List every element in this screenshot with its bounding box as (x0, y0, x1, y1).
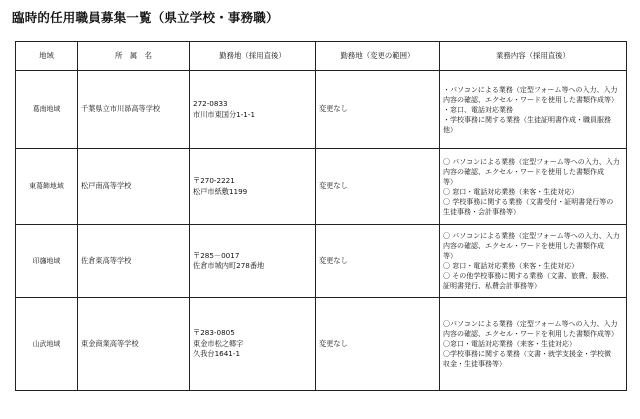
postal-code: 272-0833 (193, 99, 228, 109)
address-cell (190, 149, 316, 225)
duty-line: 〇学校事務に関する業務（文書・就学支援金・学校徴 (443, 350, 611, 358)
table-row (16, 71, 627, 149)
column-header-work-place: 勤務地（採用直後） (190, 42, 316, 71)
duty-line: 〇 窓口・電話対応業務（来客・生徒対応） (443, 262, 579, 270)
duty-line: 〇 学校事務に関する業務（文書受付・証明書発行等の (443, 197, 614, 206)
postal-code: 〒283-0805 (193, 328, 235, 338)
address-line: 市川市東国分1-1-1 (193, 109, 256, 119)
duty-line: ・パソコンによる業務（定型フォーム等への入力、入力 (443, 85, 618, 94)
duty-line: 〇 パソコンによる業務（定型フォーム等への入力、入力 (443, 232, 620, 240)
duty-line: 〇パソコンによる業務（定型フォーム等への入力、入力 (443, 320, 618, 328)
region-cell: 印旛地域 (16, 225, 78, 298)
duties-cell (440, 225, 627, 298)
duties-cell (440, 298, 627, 391)
duties-cell (440, 149, 627, 225)
table-row (16, 225, 627, 298)
address-line: 東金市松之郷字 (193, 338, 244, 348)
work-range-cell: 変更なし (316, 298, 440, 391)
column-header-region: 地域 (16, 42, 78, 71)
recruitment-table (15, 41, 627, 391)
duty-line: 収金・生徒事務等） (443, 360, 506, 368)
address-cell (190, 298, 316, 391)
duty-line: 〇 パソコンによる業務（定型フォーム等への入力、入力 (443, 157, 620, 166)
region-cell: 山武地域 (16, 298, 78, 391)
duties-cell (440, 71, 627, 149)
address-line: 久我台1641-1 (193, 349, 241, 359)
duty-line: ・窓口、電話対応業務 (443, 105, 513, 114)
table-row (16, 298, 627, 391)
school-cell: 東金商業高等学校 (78, 298, 190, 391)
duty-line: 証明書発行、私費会計事務等） (443, 282, 541, 290)
column-header-work-range: 勤務地（変更の範囲） (316, 42, 440, 71)
duty-line: ・学校事務に関する業務（生徒証明書作成・職員服務 (443, 115, 611, 124)
duty-line: 等） (443, 252, 457, 260)
address-cell (190, 225, 316, 298)
page-title: 臨時的任用職員募集一覧（県立学校・事務職） (12, 10, 279, 25)
address-line: 佐倉市城内町278番地 (193, 261, 265, 270)
duty-line: 〇窓口・電話対応業務（来客・生徒対応） (443, 340, 576, 348)
column-header-duties: 業務内容（採用直後） (440, 42, 627, 71)
work-range-cell: 変更なし (316, 149, 440, 225)
address-line: 松戸市紙敷1199 (193, 186, 248, 196)
duty-line: 〇 その他学校事務に関する業務（文書、旅費、服務、 (443, 272, 614, 280)
table-row (16, 149, 627, 225)
duty-line: 内容の確認、エクセル・ワードを使用した書類作成 (443, 242, 604, 250)
duty-line: 内容の確認、エクセル・ワードを利用した書類作成等） (443, 330, 618, 338)
region-cell: 東葛飾地域 (16, 149, 78, 225)
school-cell: 松戸南高等学校 (78, 149, 190, 225)
duty-line: 〇 窓口・電話対応業務（来客・生徒対応） (443, 187, 579, 196)
work-range-cell: 変更なし (316, 71, 440, 149)
school-cell: 佐倉東高等学校 (78, 225, 190, 298)
duty-line: 内容の確認、エクセル・ワードを使用した書類作成等） (443, 95, 618, 104)
postal-code: 〒270-2221 (193, 176, 235, 186)
duty-line: 他） (443, 125, 457, 134)
column-header-school: 所 属 名 (78, 42, 190, 71)
work-range-cell: 変更なし (316, 225, 440, 298)
school-cell: 千葉県立市川昴高等学校 (78, 71, 190, 149)
table-header-row (16, 42, 627, 71)
duty-line: 生徒事務・会計事務等） (443, 207, 520, 216)
address-cell (190, 71, 316, 149)
region-cell: 葛南地域 (16, 71, 78, 149)
duty-line: 等） (443, 177, 457, 186)
duty-line: 内容の確認、エクセル・ワードを使用した書類作成 (443, 167, 604, 176)
postal-code: 〒285－0017 (193, 250, 240, 260)
